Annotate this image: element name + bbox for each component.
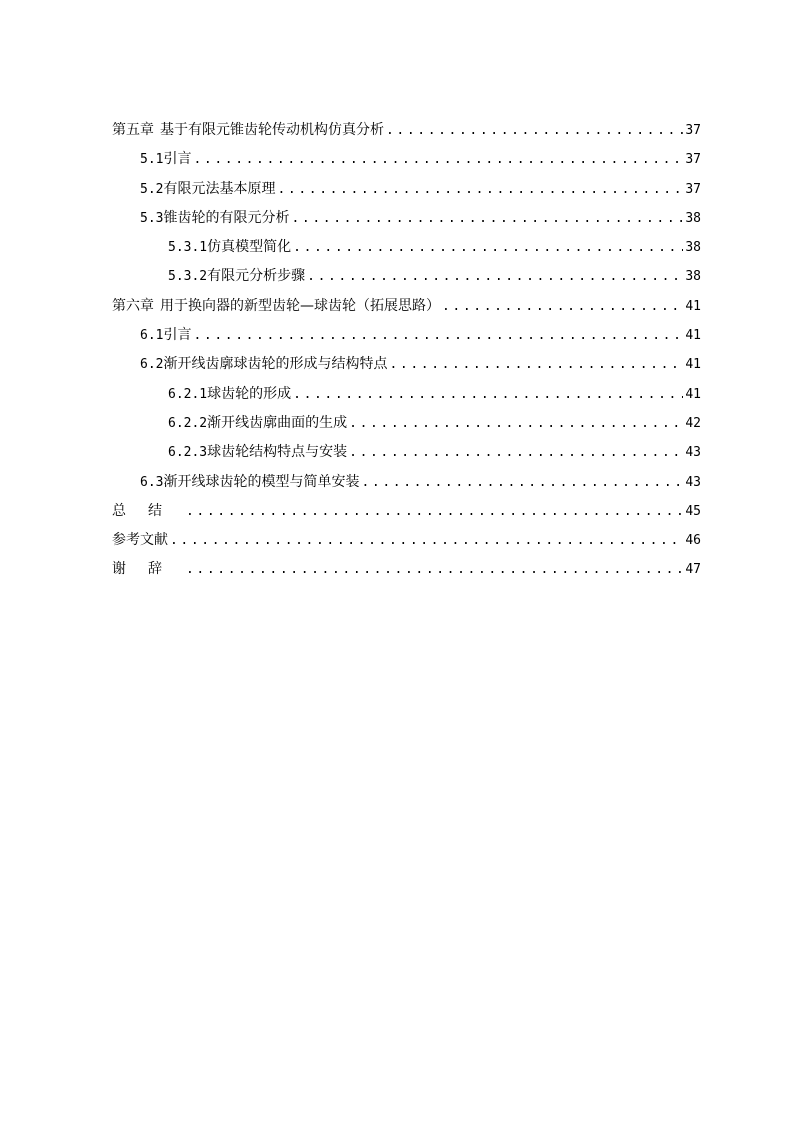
toc-page-number: 41 xyxy=(685,386,701,402)
toc-dot-leader xyxy=(349,409,683,438)
toc-dot-leader xyxy=(193,321,683,350)
toc-chapter-label: 第五章 xyxy=(112,122,154,138)
toc-section-number: 5.3 xyxy=(140,210,164,226)
toc-dot-leader xyxy=(389,350,683,379)
toc-page-number: 37 xyxy=(685,123,701,138)
table-of-contents xyxy=(112,116,701,585)
toc-entry-5-2[interactable] xyxy=(112,175,701,204)
toc-dot-leader xyxy=(349,438,683,467)
toc-entry-chapter-6[interactable] xyxy=(112,292,701,321)
toc-entry-6-2[interactable] xyxy=(112,350,701,379)
toc-entry-references[interactable] xyxy=(112,526,701,555)
toc-entry-5-3-2[interactable] xyxy=(112,262,701,291)
toc-entry-title: 基于有限元锥齿轮传动机构仿真分析 xyxy=(160,122,384,138)
toc-entry-title: 仿真模型简化 xyxy=(207,239,292,256)
toc-dot-leader xyxy=(193,145,683,174)
toc-entry-title: 锥齿轮的有限元分析 xyxy=(163,209,290,226)
toc-dot-leader xyxy=(307,262,683,291)
toc-entry-title: 总结 xyxy=(112,502,184,519)
toc-entry-6-2-1[interactable] xyxy=(112,380,701,409)
toc-chapter-label: 第六章 xyxy=(112,297,154,314)
toc-entry-title: 球齿轮结构特点与安装 xyxy=(207,444,348,461)
toc-entry-title: 引言 xyxy=(163,151,192,168)
toc-page-number: 42 xyxy=(685,415,701,431)
toc-entry-5-1[interactable] xyxy=(112,145,701,174)
toc-dot-leader xyxy=(293,233,683,262)
toc-entry-5-3-1[interactable] xyxy=(112,233,701,262)
toc-entry-chapter-5[interactable] xyxy=(112,116,701,145)
toc-section-number: 6.2.3 xyxy=(168,445,208,461)
toc-entry-title: 谢辞 xyxy=(112,561,184,578)
toc-page-number: 46 xyxy=(685,533,701,549)
toc-section-number: 5.2 xyxy=(140,181,164,197)
toc-page-number: 41 xyxy=(685,357,701,373)
toc-page-number: 43 xyxy=(685,445,701,461)
toc-entry-summary[interactable] xyxy=(112,497,701,526)
toc-page-number: 47 xyxy=(685,562,701,578)
toc-dot-leader xyxy=(186,555,683,584)
toc-page-number: 41 xyxy=(685,328,701,344)
toc-dot-leader xyxy=(291,204,683,233)
toc-page-number: 38 xyxy=(685,210,701,226)
toc-page-number: 45 xyxy=(685,503,701,519)
toc-page-number: 43 xyxy=(685,474,701,490)
toc-section-number: 6.2 xyxy=(140,357,164,373)
toc-entry-6-1[interactable] xyxy=(112,321,701,350)
toc-dot-leader xyxy=(293,380,683,409)
toc-entry-acknowledgements[interactable] xyxy=(112,555,701,584)
toc-entry-title: 引言 xyxy=(163,327,192,344)
toc-section-number: 6.1 xyxy=(140,328,164,344)
toc-entry-title: 球齿轮的形成 xyxy=(207,385,292,402)
toc-entry-title: 渐开线齿廓球齿轮的形成与结构特点 xyxy=(163,356,388,373)
toc-dot-leader xyxy=(277,175,683,204)
toc-page-number: 38 xyxy=(685,269,701,285)
toc-entry-title: 用于换向器的新型齿轮—球齿轮（拓展思路） xyxy=(160,297,440,314)
toc-entry-6-2-3[interactable] xyxy=(112,438,701,467)
toc-entry-title: 渐开线球齿轮的模型与简单安装 xyxy=(163,473,360,490)
toc-entry-title: 有限元法基本原理 xyxy=(163,180,276,197)
toc-entry-title: 参考文献 xyxy=(112,532,168,549)
toc-entry-title: 有限元分析步骤 xyxy=(207,268,306,285)
toc-dot-leader xyxy=(442,292,683,321)
toc-section-number: 6.2.2 xyxy=(168,415,208,431)
toc-page-number: 38 xyxy=(685,240,701,256)
toc-dot-leader xyxy=(361,468,683,497)
toc-page-number: 41 xyxy=(685,298,701,314)
toc-dot-leader xyxy=(170,526,683,555)
toc-section-number: 6.3 xyxy=(140,474,164,490)
toc-entry-title: 渐开线齿廓曲面的生成 xyxy=(207,414,348,431)
toc-dot-leader xyxy=(186,497,683,526)
toc-section-number: 6.2.1 xyxy=(168,386,208,402)
toc-page-number: 37 xyxy=(685,181,701,197)
toc-entry-5-3[interactable] xyxy=(112,204,701,233)
toc-section-number: 5.3.2 xyxy=(168,269,208,285)
toc-entry-6-2-2[interactable] xyxy=(112,409,701,438)
toc-section-number: 5.3.1 xyxy=(168,240,208,256)
toc-dot-leader xyxy=(386,116,683,145)
toc-entry-6-3[interactable] xyxy=(112,468,701,497)
toc-section-number: 5.1 xyxy=(140,152,164,168)
toc-page-number: 37 xyxy=(685,152,701,168)
